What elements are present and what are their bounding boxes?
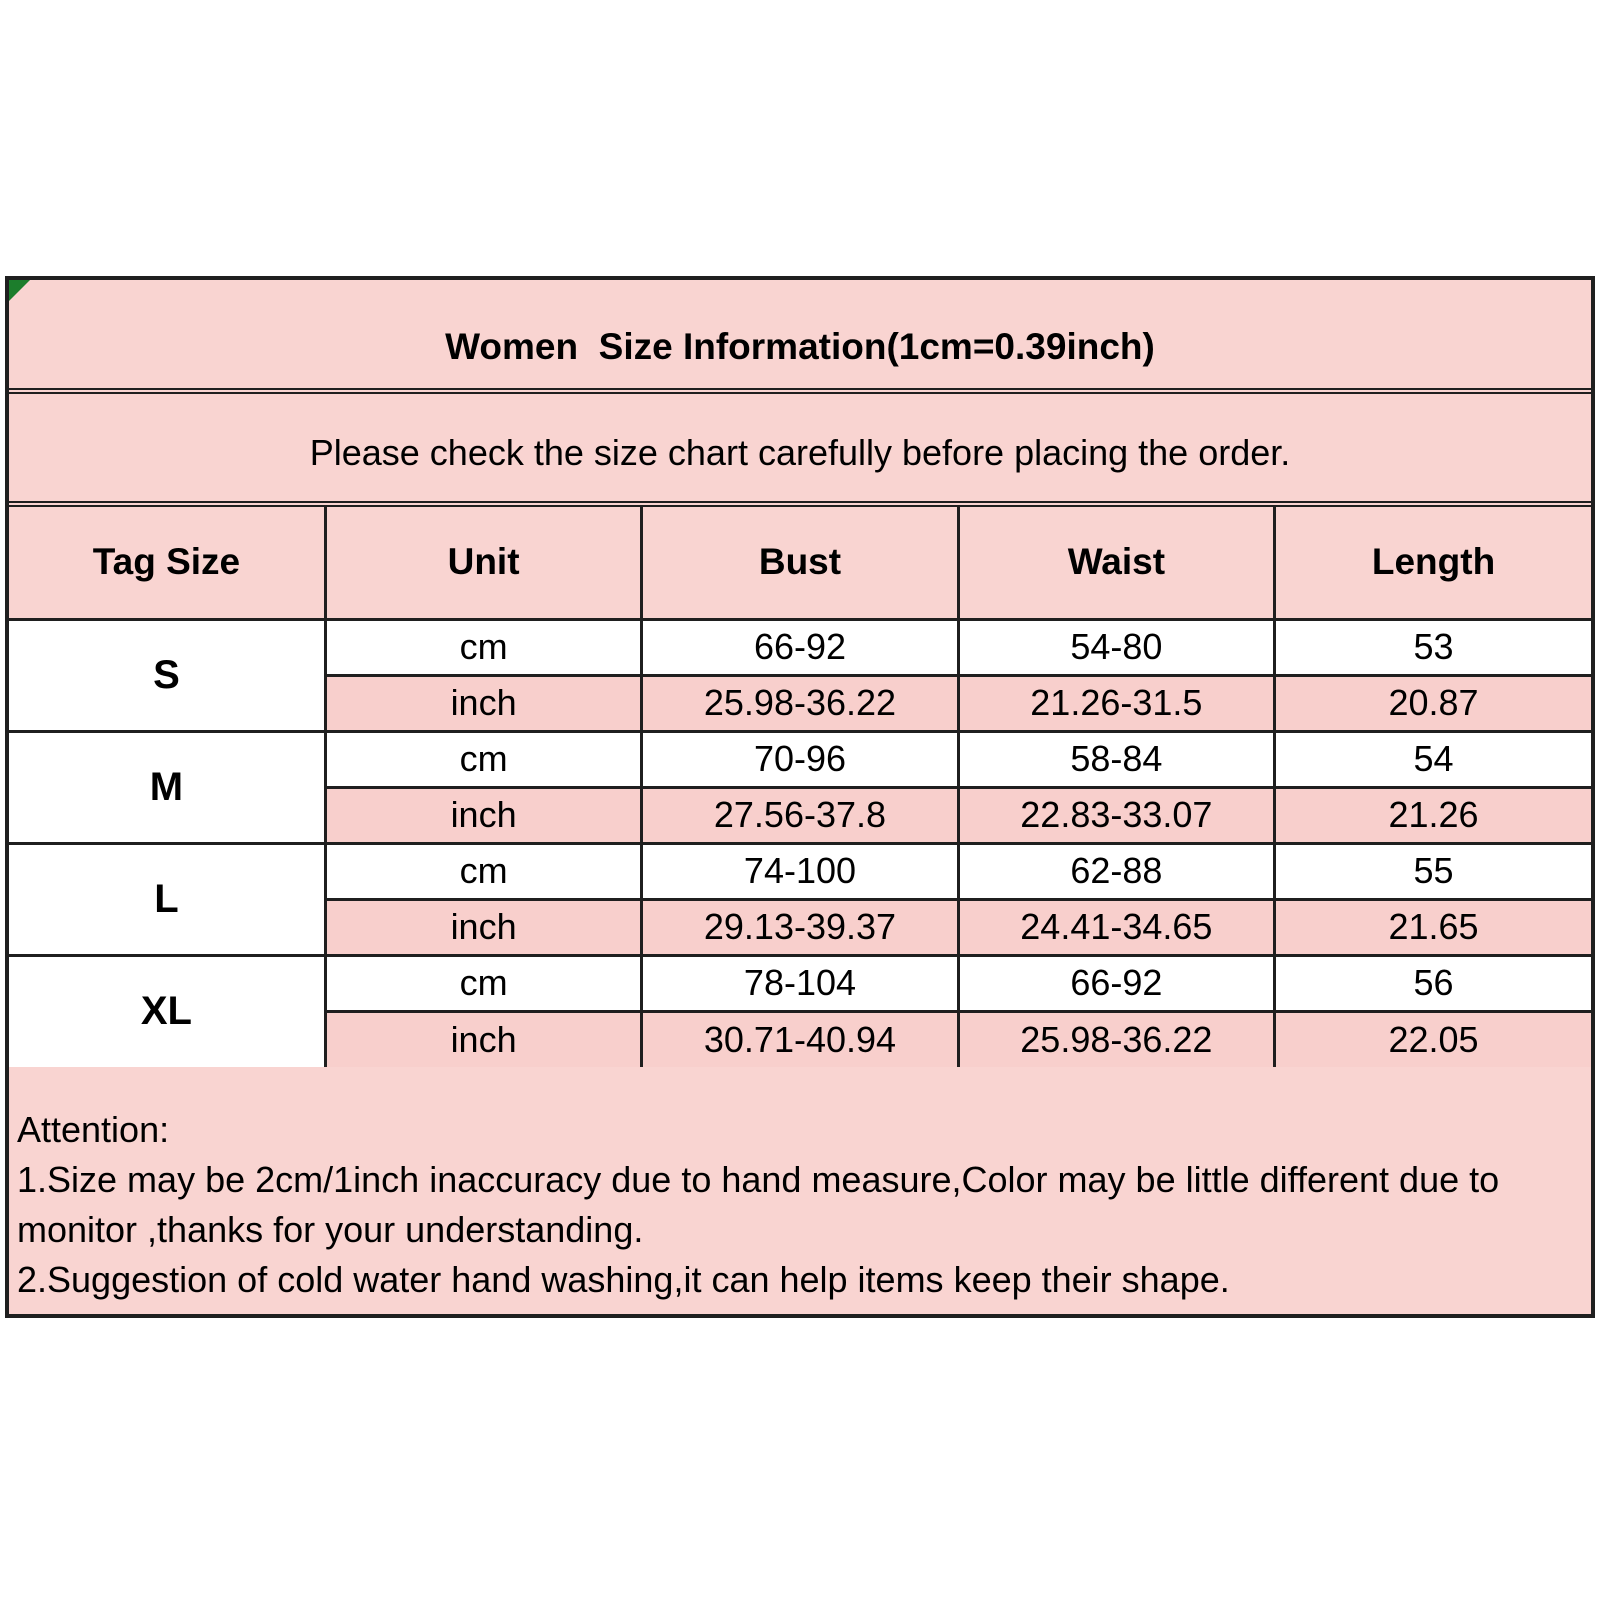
bust-cell: 29.13-39.37	[642, 899, 958, 955]
size-label-s: S	[9, 619, 325, 731]
size-label-m: M	[9, 731, 325, 843]
unit-cell: inch	[325, 899, 641, 955]
page-title: Women Size Information(1cm=0.39inch)	[445, 326, 1155, 367]
waist-cell: 21.26-31.5	[958, 675, 1274, 731]
unit-cell: cm	[325, 619, 641, 675]
col-header-unit: Unit	[325, 507, 641, 619]
title-row	[9, 280, 1591, 394]
col-header-waist: Waist	[958, 507, 1274, 619]
unit-cell: inch	[325, 1011, 641, 1067]
size-label-xl: XL	[9, 955, 325, 1067]
subtitle-row	[9, 394, 1591, 507]
corner-marker-icon	[9, 280, 30, 301]
unit-cell: inch	[325, 675, 641, 731]
bust-cell: 25.98-36.22	[642, 675, 958, 731]
bust-cell: 30.71-40.94	[642, 1011, 958, 1067]
waist-cell: 22.83-33.07	[958, 787, 1274, 843]
bust-cell: 70-96	[642, 731, 958, 787]
waist-cell: 25.98-36.22	[958, 1011, 1274, 1067]
waist-cell: 54-80	[958, 619, 1274, 675]
waist-cell: 66-92	[958, 955, 1274, 1011]
length-cell: 21.26	[1275, 787, 1591, 843]
size-chart-sheet	[5, 276, 1595, 1318]
length-cell: 53	[1275, 619, 1591, 675]
col-header-bust: Bust	[642, 507, 958, 619]
col-header-length: Length	[1275, 507, 1591, 619]
waist-cell: 62-88	[958, 843, 1274, 899]
bust-cell: 66-92	[642, 619, 958, 675]
col-header-tag-size: Tag Size	[9, 507, 325, 619]
bust-cell: 74-100	[642, 843, 958, 899]
attention-note-2: 2.Suggestion of cold water hand washing,it can help items keep their shape.	[17, 1259, 1230, 1300]
attention-section	[9, 1067, 1591, 1314]
subtitle-text: Please check the size chart carefully before placing the order.	[309, 431, 1291, 473]
size-label-l: L	[9, 843, 325, 955]
length-cell: 22.05	[1275, 1011, 1591, 1067]
unit-cell: inch	[325, 787, 641, 843]
row-l-cm	[9, 843, 1591, 899]
length-cell: 20.87	[1275, 675, 1591, 731]
attention-heading: Attention:	[17, 1109, 170, 1150]
waist-cell: 24.41-34.65	[958, 899, 1274, 955]
row-m-cm	[9, 731, 1591, 787]
row-s-cm	[9, 619, 1591, 675]
length-cell: 21.65	[1275, 899, 1591, 955]
unit-cell: cm	[325, 731, 641, 787]
length-cell: 54	[1275, 731, 1591, 787]
length-cell: 55	[1275, 843, 1591, 899]
bust-cell: 78-104	[642, 955, 958, 1011]
header-row	[9, 507, 1591, 619]
unit-cell: cm	[325, 955, 641, 1011]
attention-note-1: 1.Size may be 2cm/1inch inaccuracy due to hand measure,Color may be little different due to monitor ,thanks for your understanding.	[17, 1159, 1500, 1250]
waist-cell: 58-84	[958, 731, 1274, 787]
length-cell: 56	[1275, 955, 1591, 1011]
row-xl-cm	[9, 955, 1591, 1011]
unit-cell: cm	[325, 843, 641, 899]
bust-cell: 27.56-37.8	[642, 787, 958, 843]
size-table	[9, 507, 1591, 1067]
